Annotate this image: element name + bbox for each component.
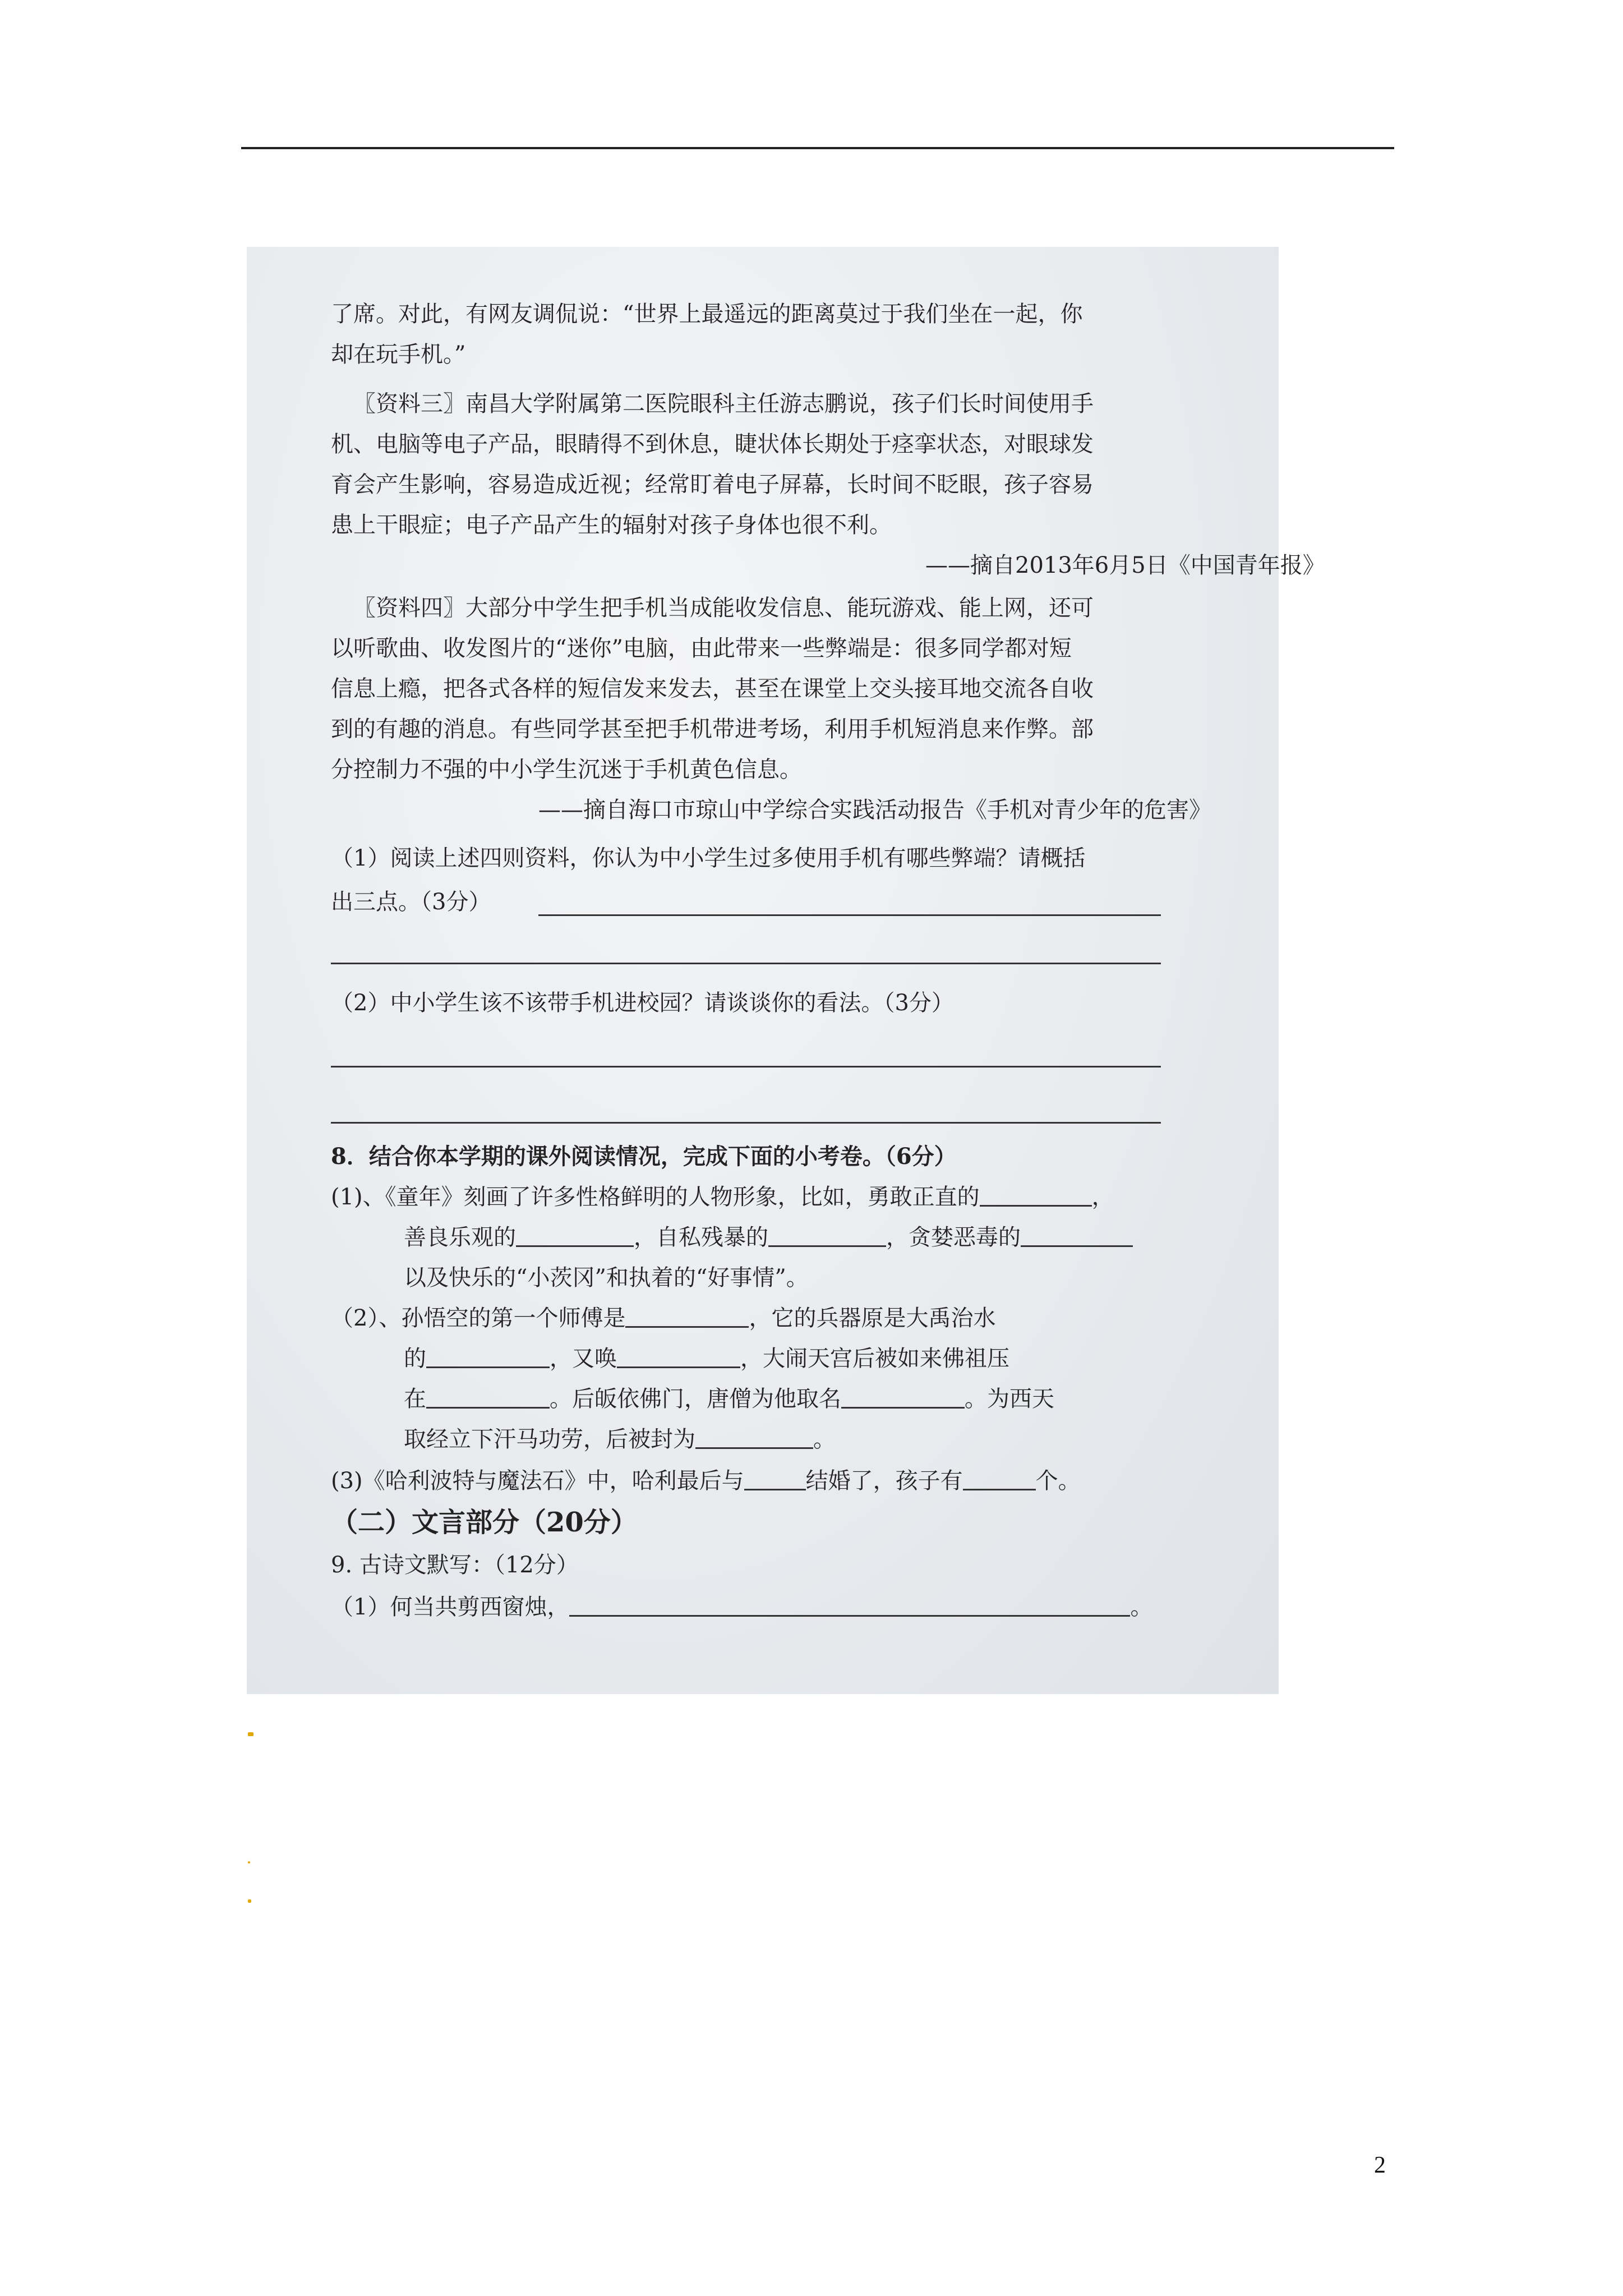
passage-line: 〖资料四〗大部分中学生把手机当成能收发信息、能玩游戏、能上网，还可	[353, 595, 1094, 621]
blank[interactable]	[980, 1186, 1092, 1207]
blank[interactable]	[516, 1226, 634, 1247]
source-citation: ——摘自海口市琼山中学综合实践活动报告《手机对青少年的危害》	[538, 797, 1211, 823]
question-9-title: 9. 古诗文默写：（12分）	[331, 1552, 579, 1578]
header-rule	[241, 147, 1394, 149]
question-8-3: (3)《哈利波特与魔法石》中，哈利最后与 结婚了，孩子有 个。	[331, 1468, 1081, 1494]
passage-line: 信息上瘾，把各式各样的短信发来发去，甚至在课堂上交头接耳地交流各自收	[331, 676, 1094, 702]
question-7-1-score: 出三点。（3分）	[331, 889, 491, 915]
yellow-mark	[248, 1861, 250, 1864]
passage-line: 患上干眼症；电子产品产生的辐射对孩子身体也很不利。	[331, 512, 892, 538]
blank[interactable]	[426, 1347, 550, 1368]
answer-line[interactable]	[331, 1066, 1161, 1068]
blank[interactable]	[569, 1596, 1130, 1617]
passage-line: 以听歌曲、收发图片的“迷你”电脑，由此带来一些弊端是：很多同学都对短	[331, 636, 1072, 661]
blank[interactable]	[617, 1347, 740, 1368]
question-8-2-line2: 的 ，又唤 ，大闹天宫后被如来佛祖压	[404, 1346, 1009, 1372]
passage-line: 到的有趣的消息。有些同学甚至把手机带进考场，利用手机短消息来作弊。部	[331, 716, 1094, 742]
yellow-mark	[248, 1732, 253, 1736]
blank[interactable]	[768, 1226, 886, 1247]
blank[interactable]	[744, 1470, 806, 1490]
question-8-2-line3: 在 。后皈依佛门，唐僧为他取名 。为西天	[404, 1386, 1054, 1412]
blank[interactable]	[1021, 1226, 1133, 1247]
page-number: 2	[1374, 2152, 1386, 2178]
yellow-mark	[248, 1899, 251, 1903]
passage-line: 了席。对此，有网友调侃说：“世界上最遥远的距离莫过于我们坐在一起，你	[331, 301, 1083, 327]
blank[interactable]	[426, 1388, 550, 1409]
blank[interactable]	[963, 1470, 1036, 1490]
question-9-1: （1）何当共剪西窗烛， 。	[331, 1594, 1153, 1620]
blank[interactable]	[841, 1388, 965, 1409]
section-title-classical-chinese: （二）文言部分（20分）	[331, 1507, 638, 1538]
answer-line[interactable]	[331, 963, 1161, 964]
source-citation: ——摘自2013年6月5日《中国青年报》	[925, 553, 1325, 578]
scanned-exam-page	[247, 247, 1325, 1694]
passage-line: 分控制力不强的中小学生沉迷于手机黄色信息。	[331, 757, 802, 783]
question-8-2-line4: 取经立下汗马功劳，后被封为 。	[404, 1427, 836, 1452]
blank[interactable]	[625, 1307, 749, 1328]
passage-line: 〖资料三〗南昌大学附属第二医院眼科主任游志鹏说，孩子们长时间使用手	[353, 391, 1094, 417]
question-7-2: （2）中小学生该不该带手机进校园？请谈谈你的看法。（3分）	[331, 990, 954, 1016]
blank[interactable]	[695, 1428, 813, 1449]
answer-line[interactable]	[538, 914, 1161, 916]
question-8-2: （2）、孙悟空的第一个师傅是 ，它的兵器原是大禹治水	[331, 1305, 996, 1331]
passage-line: 却在玩手机。”	[331, 342, 466, 367]
question-8-title: 8．结合你本学期的课外阅读情况，完成下面的小考卷。（6分）	[331, 1143, 957, 1170]
answer-line[interactable]	[331, 1122, 1161, 1124]
question-7-1: （1）阅读上述四则资料，你认为中小学生过多使用手机有哪些弊端？请概括	[331, 845, 1086, 871]
question-8-1: (1)、《童年》刻画了许多性格鲜明的人物形象，比如，勇敢正直的 ，	[331, 1184, 1114, 1210]
question-8-1-line2: 善良乐观的 ，自私残暴的 ，贪婪恶毒的	[404, 1226, 1133, 1249]
passage-line: 机、电脑等电子产品，眼睛得不到休息，睫状体长期处于痉挛状态，对眼球发	[331, 431, 1094, 457]
passage-line: 育会产生影响，容易造成近视；经常盯着电子屏幕，长时间不眨眼，孩子容易	[331, 472, 1094, 498]
question-8-1-line3: 以及快乐的“小茨冈”和执着的“好事情”。	[404, 1265, 809, 1291]
